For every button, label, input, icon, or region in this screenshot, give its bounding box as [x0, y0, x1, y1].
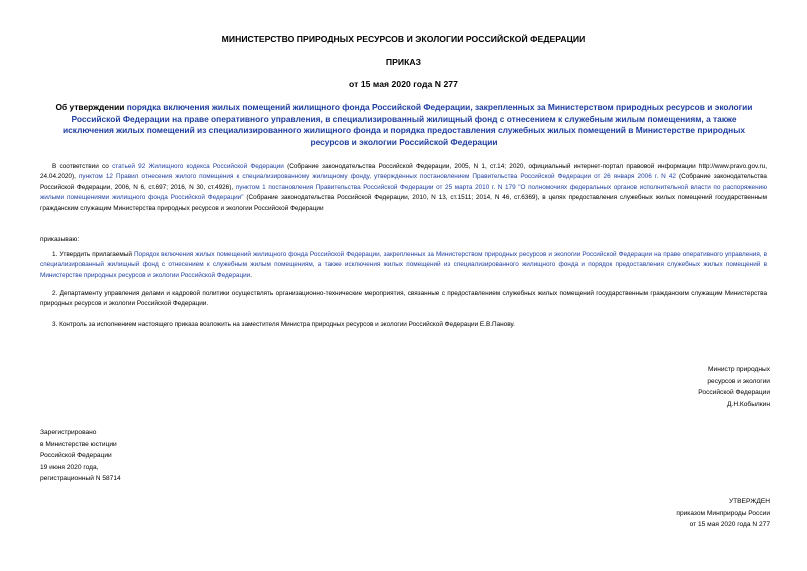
preamble-text-2: (Собрание законодательства Российской Федерации, 2005, N 1, ст.14; 2020, официальный интернет-портал правовой информации http://www.pravo.gov.ru, 24.04.2020),	[40, 163, 767, 181]
item-1-paragraph	[40, 250, 767, 281]
document-title	[55, 102, 753, 148]
link-housing-code-article-92[interactable]: статьей 92 Жилищного кодекса Российской Федерации	[112, 163, 284, 170]
signature-line: Российской Федерации	[698, 389, 770, 396]
registration-line: Зарегистрировано	[40, 429, 97, 436]
order-word: приказываю:	[40, 236, 80, 243]
document-title-prefix: Об утверждении	[55, 102, 127, 112]
signature-block	[560, 364, 770, 410]
preamble-text-4: (Собрание законодательства Российской Федерации, 2010, N 13, ст.1511; 2014, N 46, ст.6369), в целях предоставления служебных жилых помещений государственным гражданским служащим Министерства природных ресурсов и экологии Российской Федерации	[40, 194, 767, 212]
approval-block	[560, 496, 770, 531]
signature-line: Министр природных	[708, 366, 770, 373]
item-3-paragraph: 3. Контроль за исполнением настоящего приказа возложить на заместителя Министра природных ресурсов и экологии Российской Федерации Е.В.Панову.	[52, 321, 515, 328]
approved-label: УТВЕРЖДЕН	[728, 498, 770, 505]
link-rules-paragraph-12[interactable]: пунктом 12 Правил отнесения жилого помещения к специализированному жилищному фонду, утвержденных постановлением Правительства Российской Федерации от 26 января 2006 г. N 42	[78, 173, 676, 181]
signer-name: Д.Н.Кобылкин	[727, 400, 770, 408]
registration-line: в Министерстве юстиции	[40, 440, 117, 448]
document-type: ПРИКАЗ	[385, 57, 422, 67]
registration-block	[40, 427, 240, 485]
preamble-text-1: В соответствии со	[52, 163, 113, 170]
approved-line: от 15 мая 2020 года N 277	[689, 521, 770, 528]
registration-line: Российской Федерации	[40, 452, 112, 459]
registration-line: 19 июня 2020 года,	[40, 463, 99, 471]
preamble-text-3: (Собрание законодательства Российской Федерации, 2006, N 6, ст.697; 2016, N 30, ст.4926),	[40, 173, 767, 191]
registration-number: регистрационный N 58714	[40, 475, 121, 482]
preamble-paragraph	[40, 162, 767, 214]
document-date-number: от 15 мая 2020 года N 277	[349, 79, 458, 89]
item-2-paragraph: 2. Департаменту управления делами и кадровой политики осуществлять организационно-технические мероприятия, связанные с предоставлением служебных жилых помещений государственным гражданским служащим Министерства природных ресурсов и экологии Российской Федерации.	[40, 290, 767, 308]
ministry-heading: МИНИСТЕРСТВО ПРИРОДНЫХ РЕСУРСОВ И ЭКОЛОГИИ РОССИЙСКОЙ ФЕДЕРАЦИИ	[221, 34, 586, 44]
document-title-link[interactable]: порядка включения жилых помещений жилищного фонда Российской Федерации, закрепленных за Министерством природных ресурсов и экологии Российской Федерации на праве оперативного управления, в специализированный жилищный фонд с отнесением к служебным жилым помещениям, а также исключения жилых помещений из специализированного жилищного фонда и порядка предоставления служебных жилых помещений в Министерстве природных ресурсов и экологии Российской Федерации	[62, 102, 753, 147]
signature-line: ресурсов и экологии	[707, 377, 770, 385]
item-1-end: .	[250, 271, 253, 279]
item-1-text: 1. Утвердить прилагаемый	[52, 251, 134, 258]
approved-line: приказом Минприроды России	[676, 509, 770, 517]
link-resolution-179[interactable]: пунктом 1 постановления Правительства Российской Федерации от 25 марта 2010 г. N 179 "О полномочиях федеральных органов исполнительной власти по распоряжению жилыми помещениями жилищного фонда Российской Федерации"	[40, 183, 767, 202]
link-approved-procedure[interactable]: Порядок включения жилых помещений жилищного фонда Российской Федерации, закрепленных за Министерством природных ресурсов и экологии Российской Федерации на праве оперативного управления, в специализированный жилищный фонд с отнесением к служебным жилым помещениям, а также исключения жилых помещений из специализированного жилищного фонда и порядок предоставления служебных жилых помещений в Министерстве природных ресурсов и экологии Российской Федерации	[40, 251, 767, 279]
